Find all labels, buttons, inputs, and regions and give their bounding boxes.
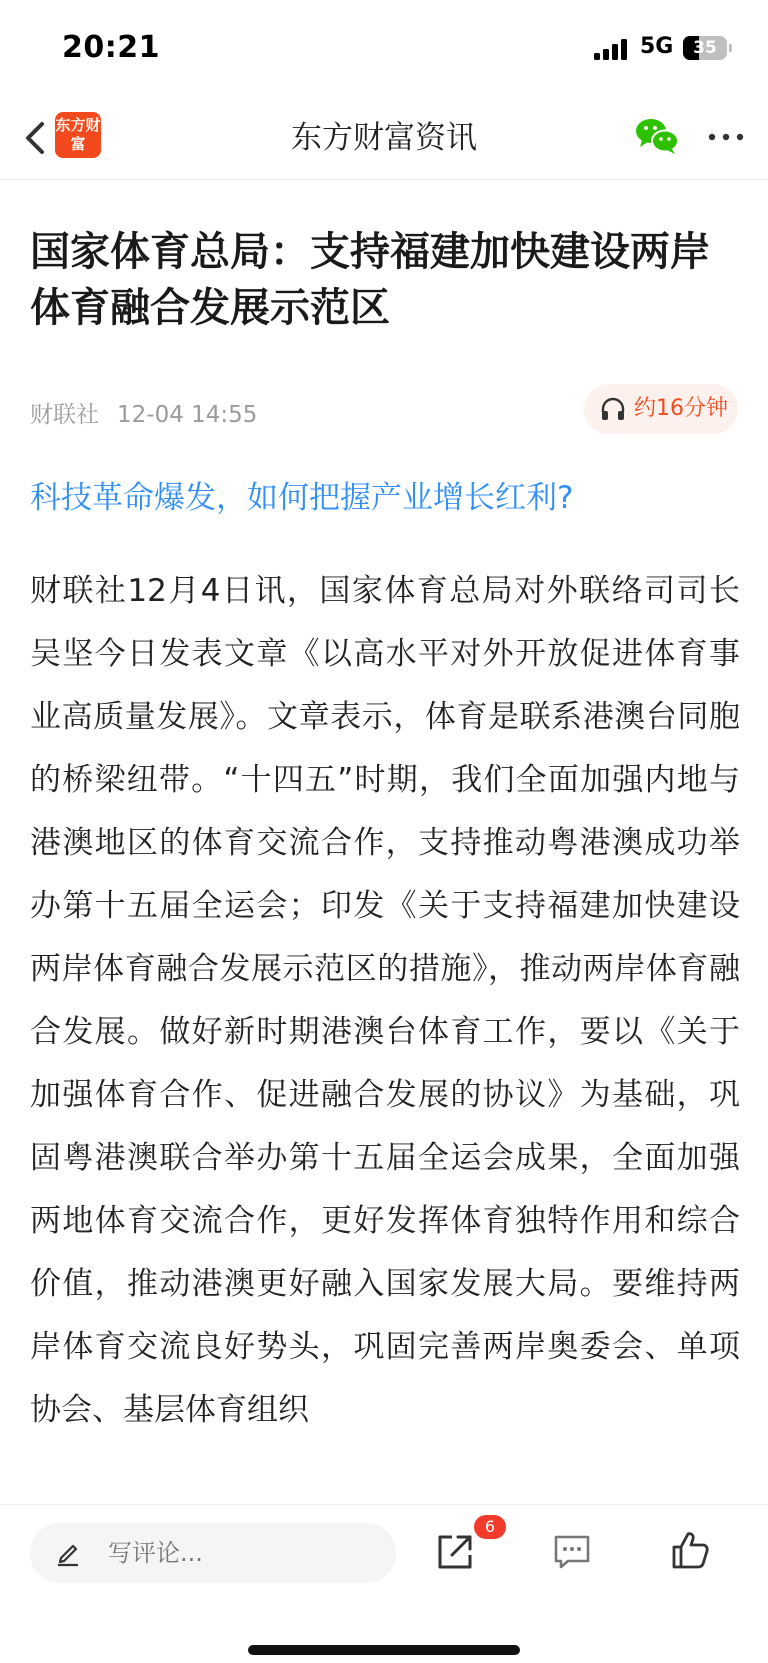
nav-bar bbox=[0, 96, 768, 180]
listen-button[interactable] bbox=[584, 384, 738, 434]
signal-icon bbox=[594, 38, 628, 60]
headphones-icon bbox=[600, 396, 626, 422]
battery-icon bbox=[683, 36, 727, 60]
nav-title: 东方财富资讯 bbox=[291, 120, 477, 156]
battery-level: 35 bbox=[693, 38, 717, 58]
bottom-toolbar bbox=[0, 1504, 768, 1663]
listen-duration: 约16分钟 bbox=[634, 396, 728, 421]
wechat-icon[interactable] bbox=[634, 116, 680, 156]
article-meta bbox=[30, 396, 257, 429]
promo-link[interactable]: 科技革命爆发，如何把握产业增长红利? bbox=[30, 480, 574, 516]
app-logo[interactable]: 东方财富 bbox=[55, 112, 101, 158]
battery-tip bbox=[729, 44, 732, 52]
back-icon[interactable] bbox=[18, 116, 58, 160]
article-source[interactable]: 财联社 bbox=[30, 402, 99, 428]
network-type: 5G bbox=[640, 34, 674, 59]
comment-input[interactable] bbox=[30, 1523, 396, 1583]
share-count-badge: 6 bbox=[474, 1515, 506, 1539]
comment-placeholder: 写评论... bbox=[108, 1539, 203, 1567]
pen-icon bbox=[54, 1539, 82, 1567]
share-icon[interactable] bbox=[434, 1531, 476, 1573]
more-icon[interactable] bbox=[706, 122, 746, 152]
article-title: 国家体育总局：支持福建加快建设两岸体育融合发展示范区 bbox=[30, 229, 710, 331]
comment-icon[interactable] bbox=[552, 1533, 592, 1571]
article-body: 财联社12月4日讯，国家体育总局对外联络司司长吴坚今日发表文章《以高水平对外开放促进体育事业高质量发展》。文章表示，体育是联系港澳台同胞的桥梁纽带。“十四五”时期，我们全面加强内地与港澳地区的体育交流合作，支持推动粤港澳成功举办第十五届全运会；印发《关于支持福建加快建设两岸体育融合发展示范区的措施》，推动两岸体育融合发展。做好新时期港澳台体育工作，要以《关于加强体育合作、促进融合发展的协议》为基础，巩固粤港澳联合举办第十五届全运会成果，全面加强两地体育交流合作，更好发挥体育独特作用和综合价值，推动港澳更好融入国家发展大局。要维持两岸体育交流良好势头，巩固完善两岸奥委会、单项协会、基层体育组织 bbox=[30, 573, 740, 1428]
home-indicator bbox=[248, 1645, 520, 1655]
status-time: 20:21 bbox=[62, 30, 160, 65]
status-bar bbox=[0, 0, 768, 96]
like-icon[interactable] bbox=[670, 1529, 710, 1571]
article-time: 12-04 14:55 bbox=[117, 402, 258, 428]
